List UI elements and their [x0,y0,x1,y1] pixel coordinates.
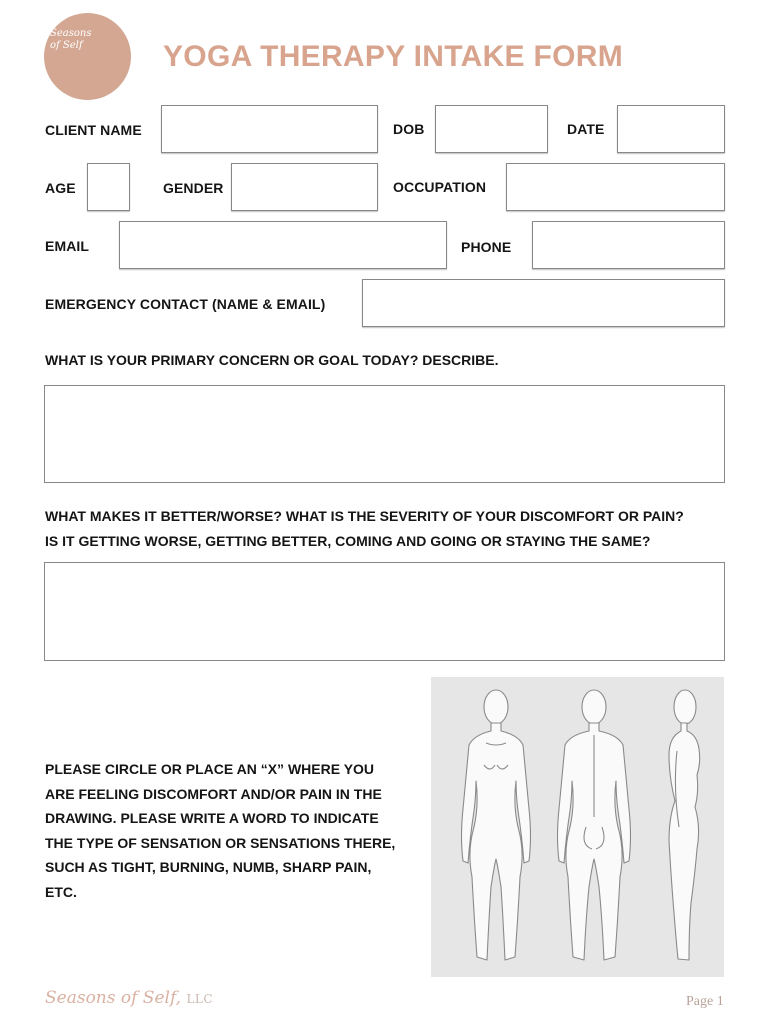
phone-field[interactable] [532,221,725,269]
severity-textarea[interactable] [44,562,725,661]
logo-text: Seasons of Self [50,28,92,51]
gender-field[interactable] [231,163,378,211]
footer-brand-suffix: LLC [186,992,214,1006]
age-field[interactable] [87,163,130,211]
client-name-field[interactable] [161,105,378,153]
occupation-label: OCCUPATION [393,179,487,195]
emergency-contact-label: EMERGENCY CONTACT (NAME & EMAIL) [45,296,326,312]
body-figures-illustration [431,677,724,977]
phone-label: PHONE [461,239,512,255]
page-number: Page 1 [686,994,724,1009]
front-figure [462,690,531,960]
date-label: DATE [567,121,605,137]
gender-label: GENDER [163,180,224,196]
question-better-worse-line2: IS IT GETTING WORSE, GETTING BETTER, COMING AND GOING OR STAYING THE SAME? [45,533,651,549]
question-primary-concern: WHAT IS YOUR PRIMARY CONCERN OR GOAL TODAY? DESCRIBE. [45,352,499,368]
dob-field[interactable] [435,105,548,153]
side-figure [669,690,700,960]
emergency-contact-field[interactable] [362,279,725,327]
email-label: EMAIL [45,238,90,254]
email-field[interactable] [119,221,447,269]
back-figure [558,690,631,960]
footer-brand [45,988,213,1008]
body-drawing-panel[interactable] [431,677,724,977]
dob-label: DOB [393,121,425,137]
age-label: AGE [45,180,76,196]
brand-logo [44,13,131,100]
occupation-field[interactable] [506,163,725,211]
form-title: YOGA THERAPY INTAKE FORM [163,40,623,73]
question-better-worse-line1: WHAT MAKES IT BETTER/WORSE? WHAT IS THE SEVERITY OF YOUR DISCOMFORT OR PAIN? [45,508,684,524]
footer-brand-name: Seasons of Self, [45,988,182,1008]
body-drawing-instructions: PLEASE CIRCLE OR PLACE AN “X” WHERE YOU ARE FEELING DISCOMFORT AND/OR PAIN IN THE DRAWING. PLEASE WRITE A WORD TO INDICATE THE TYPE OF SENSATION OR SENSATIONS THERE, SUCH AS TIGHT, BURNING, NUMB, SHARP PAIN, ETC. [45,761,396,900]
client-name-label: CLIENT NAME [45,122,142,138]
date-field[interactable] [617,105,725,153]
primary-concern-textarea[interactable] [44,385,725,483]
